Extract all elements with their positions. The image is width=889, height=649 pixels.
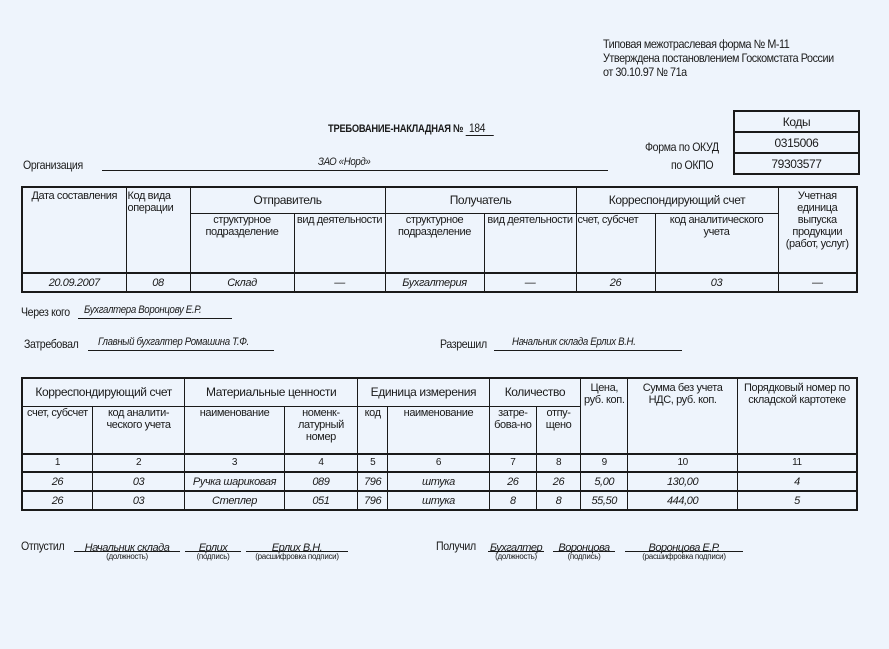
organization-field (102, 156, 608, 171)
th-account-sub: счет, субсчет (576, 213, 655, 273)
th2-unit-code: код (358, 406, 388, 454)
cell-nomenclature: 051 (284, 491, 357, 510)
cell-unit-name: штука (388, 472, 489, 491)
released-by-label: Отпустил (21, 539, 65, 553)
caption-name: (расшифровка подписи) (642, 552, 726, 561)
th-analytic-code: код аналитического учета (655, 213, 778, 273)
cell-unit-code: 796 (358, 491, 388, 510)
released-signature-field (185, 538, 241, 552)
th2-materials: Материальные ценности (185, 378, 358, 406)
th-receiver-unit: структурное подразделение (385, 213, 484, 273)
col-num: 9 (581, 454, 628, 472)
released-signature: Ерлих (198, 542, 228, 554)
cell-unit-code: 796 (358, 472, 388, 491)
cell-released: 26 (536, 472, 580, 491)
cell-card-no: 5 (737, 491, 857, 510)
permitted-field (494, 336, 682, 351)
okud-label: Форма по ОКУД (645, 140, 719, 154)
cell-requested: 26 (489, 472, 536, 491)
cell-receiver-activity: — (484, 273, 576, 292)
through-field (78, 304, 232, 319)
th-sender-unit: структурное подразделение (190, 213, 294, 273)
document-number: 184 (466, 121, 494, 136)
th2-account-sub: счет, субсчет (22, 406, 92, 454)
codes-header: Коды (734, 111, 859, 132)
col-num: 2 (92, 454, 184, 472)
cell-op-code: 08 (126, 273, 190, 292)
th2-unit: Единица измерения (358, 378, 490, 406)
received-signature-field (553, 538, 615, 552)
cell-analytic: 03 (92, 491, 184, 510)
caption-signature: (подпись) (196, 552, 230, 561)
organization-label: Организация (23, 158, 83, 172)
received-position-field (488, 538, 544, 552)
th-unit-output: Учетная единица выпуска продукции (работ, услуг) (778, 187, 857, 273)
okpo-value: 79303577 (734, 153, 859, 174)
th2-requested: затре-бова-но (489, 406, 536, 454)
th2-sum: Сумма без учета НДС, руб. коп. (628, 378, 738, 454)
received-name: Воронцова Е.Р. (648, 542, 720, 554)
col-num: 8 (536, 454, 580, 472)
cell-card-no: 4 (737, 472, 857, 491)
received-signature: Воронцова (558, 542, 610, 554)
received-by-label: Получил (436, 539, 476, 553)
col-num: 10 (628, 454, 738, 472)
received-name-field (625, 538, 743, 552)
th-op-code: Код вида операции (126, 187, 190, 273)
cell-account: 26 (576, 273, 655, 292)
cell-account: 26 (22, 491, 92, 510)
th2-unit-name: наименование (388, 406, 489, 454)
col-num: 6 (388, 454, 489, 472)
cell-price: 5,00 (581, 472, 628, 491)
document-title (328, 121, 494, 136)
cell-analytic: 03 (655, 273, 778, 292)
released-name-field (246, 538, 348, 552)
form-note-line2: Утверждена постановлением Госкомстата России (603, 51, 834, 65)
th2-analytic-code: код аналити-ческого учета (92, 406, 184, 454)
th-receiver-activity: вид деятельности (484, 213, 576, 273)
cell-item-name: Степлер (185, 491, 284, 510)
cell-unit-name: штука (388, 491, 489, 510)
col-num: 1 (22, 454, 92, 472)
th-date: Дата составления (22, 187, 126, 273)
through-value: Бухгалтера Воронцову Е.Р. (84, 304, 202, 316)
th2-price: Цена, руб. коп. (581, 378, 628, 454)
col-num: 3 (185, 454, 284, 472)
cell-item-name: Ручка шариковая (185, 472, 284, 491)
col-num: 7 (489, 454, 536, 472)
okud-value: 0315006 (734, 132, 859, 153)
permitted-value: Начальник склада Ерлих В.Н. (512, 336, 636, 348)
cell-nomenclature: 089 (284, 472, 357, 491)
form-approval-note (603, 37, 834, 79)
cell-date: 20.09.2007 (22, 273, 126, 292)
permitted-label: Разрешил (440, 337, 487, 351)
cell-account: 26 (22, 472, 92, 491)
col-num: 11 (737, 454, 857, 472)
header-info-table (21, 186, 858, 293)
caption-position: (должность) (106, 552, 148, 561)
requested-label: Затребовал (24, 337, 79, 351)
materials-table (21, 377, 858, 511)
cell-requested: 8 (489, 491, 536, 510)
th2-corr-account: Корреспондирующий счет (22, 378, 185, 406)
th2-name: наименование (185, 406, 284, 454)
th-receiver: Получатель (385, 187, 576, 213)
cell-released: 8 (536, 491, 580, 510)
requested-value: Главный бухгалтер Ромашина Т.Ф. (98, 336, 249, 348)
cell-unit-output: — (778, 273, 857, 292)
cell-receiver-unit: Бухгалтерия (385, 273, 484, 292)
th-sender-activity: вид деятельности (294, 213, 385, 273)
form-note-line3: от 30.10.97 № 71а (603, 65, 687, 79)
organization-value: ЗАО «Норд» (318, 156, 371, 168)
th-sender: Отправитель (190, 187, 385, 213)
cell-sender-unit: Склад (190, 273, 294, 292)
th2-nomenclature: номенк-латурный номер (284, 406, 357, 454)
th2-quantity: Количество (489, 378, 580, 406)
col-num: 5 (358, 454, 388, 472)
caption-signature: (подпись) (567, 552, 601, 561)
cell-analytic: 03 (92, 472, 184, 491)
cell-sender-activity: — (294, 273, 385, 292)
released-position: Начальник склада (84, 542, 170, 554)
released-position-field (74, 538, 180, 552)
col-num: 4 (284, 454, 357, 472)
received-position: Бухгалтер (489, 542, 543, 554)
caption-name: (расшифровка подписи) (255, 552, 339, 561)
okpo-label: по ОКПО (671, 158, 714, 172)
released-name: Ерлих В.Н. (271, 542, 323, 554)
cell-price: 55,50 (581, 491, 628, 510)
through-label: Через кого (21, 305, 70, 319)
document-title-label: ТРЕБОВАНИЕ-НАКЛАДНАЯ № (328, 123, 464, 135)
codes-table (733, 110, 860, 175)
form-note-line1: Типовая межотраслевая форма № М-11 (603, 37, 790, 51)
th2-released: отпу-щено (536, 406, 580, 454)
column-numbers-row (22, 454, 857, 472)
requested-field (88, 336, 274, 351)
table-row (22, 491, 857, 510)
th-corr-account: Корреспондирующий счет (576, 187, 778, 213)
cell-sum: 444,00 (628, 491, 738, 510)
caption-position: (должность) (495, 552, 537, 561)
th2-card-no: Порядковый номер по складской картотеке (737, 378, 857, 454)
cell-sum: 130,00 (628, 472, 738, 491)
table-row (22, 472, 857, 491)
